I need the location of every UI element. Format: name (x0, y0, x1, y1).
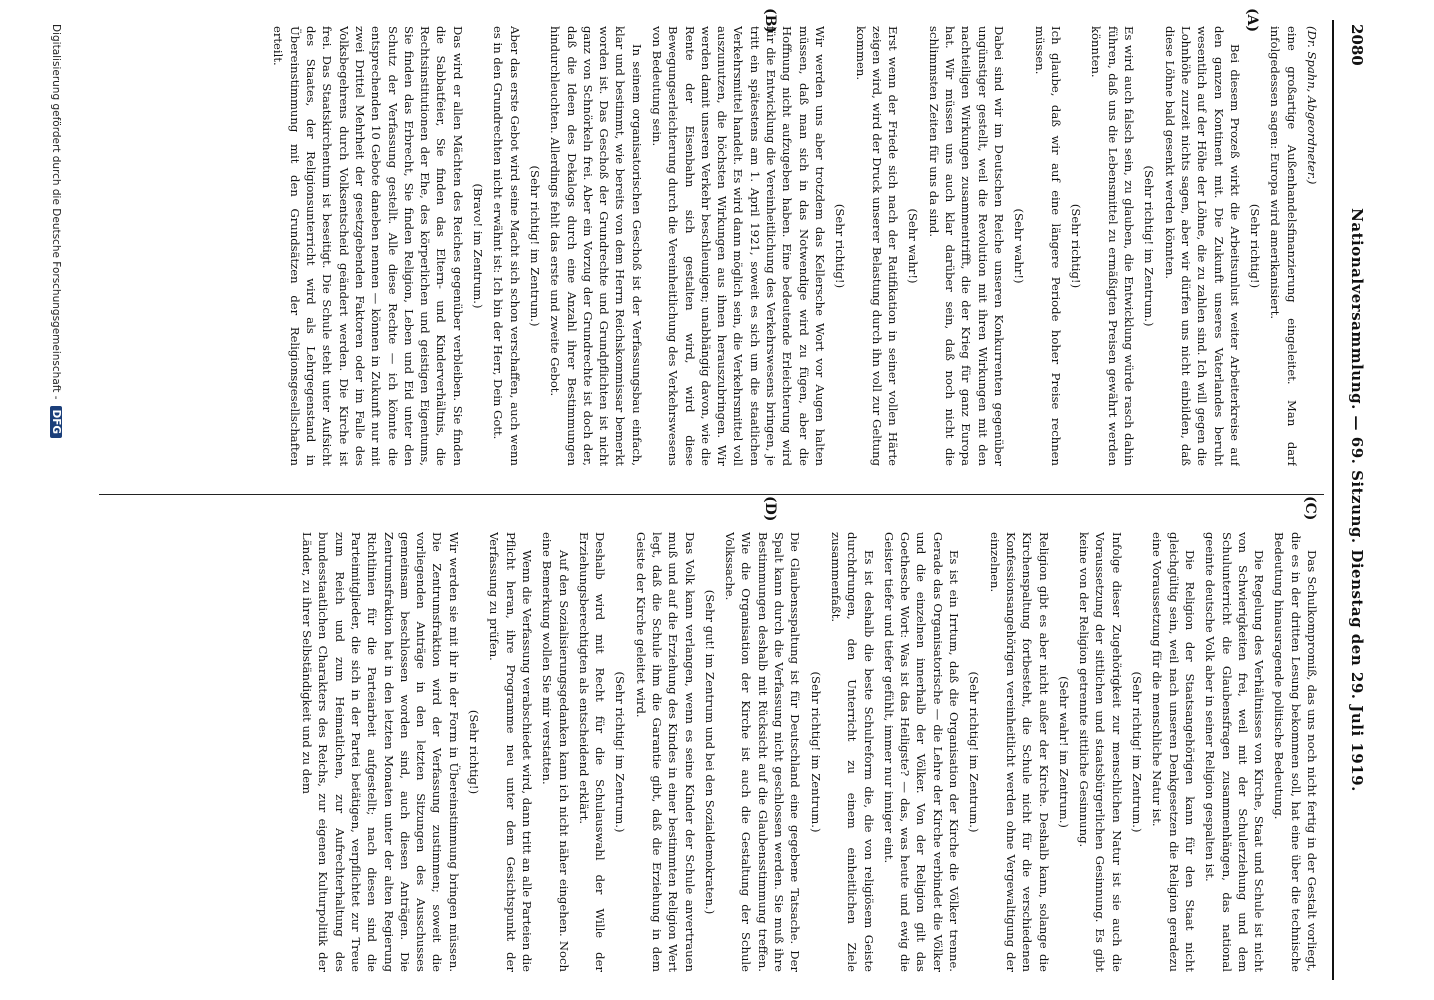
paragraph: Es ist ein Irrtum, daß die Organisation der Kirche die Völker trenne. Gerade das Organisatorische — die Lehre der Kirche verbindet die Völker und die einzelnen innerhalb der Völker. Von der Religion gilt das Goethesche Wort: Was ist das Heiligste? — das, was heute und ewig die Geister tiefer und tiefer gefühlt, immer nur inniger eint. (881, 532, 962, 972)
interjection: (Sehr richtig! im Zentrum.) (1130, 671, 1145, 833)
credit-text: Digitalisierung gefördert durch die Deutsche Forschungsgemeinschaft - (50, 24, 62, 400)
right-column (95, 532, 1320, 972)
interjection: (Sehr richtig! im Zentrum.) (613, 671, 628, 833)
speaker-line: (Dr. Spahn, Abgeordneter.) (1305, 26, 1319, 185)
paragraph: Infolge dieser Zugehörigkeit zur menschlichen Natur ist sie auch die Voraussetzung der sittlichen und staatsbürgerlichen Gesinnung. Es gibt keine von der Religion getrennte sittliche Gesinnung. (1077, 532, 1124, 972)
paragraph: Deshalb wird mit Recht für die Schulauswahl der Wille der Erziehungsberechtigten als entscheidend erklärt. (576, 532, 608, 972)
interjection: (Sehr wahr!) (906, 208, 921, 284)
paragraph: Die Regelung des Verhältnisses von Kirche, Staat und Schule ist nicht von Schwierigkeiten frei, weil mit der Schulerziehung und dem Schulunterricht die Glaubensfragen zusammenhängen, das national geeinte deutsche Volk aber in seiner Religion gespalten ist. (1203, 532, 1267, 972)
paragraph: Das Schulkompromiß, das uns noch nicht fertig in der Gestalt vorliegt, die es in der dritten Lesung bekommen soll, hat eine über die technische Bedeutung hinausragende politische Bedeutung. (1272, 532, 1319, 972)
paragraph: Die Religion der Staatsangehörigen kann für den Staat nicht gleichgültig sein, weil nach unseren Denkgesetzen die Religion geradezu eine Voraussetzung für die menschliche Natur ist. (1150, 532, 1197, 972)
interjection: (Sehr richtig!) (833, 203, 848, 289)
paragraph: Das Volk kann verlangen, wenn es seine Kinder der Schule anvertrauen muß und auf die Erziehung des Kindes in einer bestimmten Religion Wert legt, daß die Schule ihm die Garantie gibt, daß die Erziehung in dem Geiste der Kirche geleitet wird. (633, 532, 697, 972)
paragraph: Erst wenn der Friede sich nach der Ratifikation in seiner vollen Härte zeigen wird, wird der Druck unserer Belastung durch ihn voll zur Geltung kommen. (853, 26, 901, 466)
interjection: (Sehr richtig! im Zentrum.) (967, 671, 982, 833)
column-divider (99, 494, 1324, 495)
paragraph: Wir werden uns aber trotzdem das Kellersche Wort vor Augen halten müssen, daß man sich in das Notwendige wird zu fügen, aber die Hoffnung nicht aufzugeben haben. Eine bedeutende Erleichterung wird für die Entwicklung die Vereinheitlichung des Verkehrswesens bringen, je tritt ein spätestens am 1. April 1921, soweit es sich um die staatlichen Verkehrsmittel handelt. Es wird dann möglich sein, die Verkehrsmittel voll auszunutzen, die höchsten Wirkungen aus ihnen herauszubringen. Wir werden damit unseren Verkehr beschleunigen; unabhängig davon, wie die Rente der Eisenbahn sich gestalten wird, wird diese Bewegungserleichterung durch die Vereinheitlichung des Verkehrswesens von Bedeutung sein. (650, 26, 827, 466)
header-rule (1332, 20, 1334, 980)
interjection: (Sehr richtig! im Zentrum.) (1142, 165, 1157, 327)
document-page (88, 8, 1378, 980)
margin-letter-c: (C) (1302, 496, 1318, 521)
paragraph: eine großartige Außenhandelsfinanzierung eingeleitet. Man darf infolgedessen sagen: Europa wird amerikanisiert. (1268, 26, 1299, 466)
page-header (1334, 20, 1378, 980)
interjection: (Bravo! im Zentrum.) (471, 183, 486, 309)
paragraph: Es wird auch falsch sein, zu glauben, die Entwicklung würde rasch dahin führen, daß uns die Lebensmittel zu ermäßigten Preisen gewährt werden könnten. (1089, 26, 1137, 466)
paragraph: In seinem organisatorischen Geschoß ist der Verfassungsbau einfach, klar und bestimmt, wie bereits von dem Herrn Reichskommissar bemerkt worden ist. Das Geschoß der Grundrechte und Grundpflichten ist nicht ganz von Schnörkeln frei. Aber ein Vorzug der Grundrechte ist doch der, daß die Ideen des Dekalogs durch eine Anzahl ihrer Bestimmungen hindurchleuchten. Allerdings fehlt das erste und zweite Gebot. (548, 26, 644, 466)
paragraph: Wir werden sie mit ihr in der Form in Übereinstimmung bringen müssen. Die Zentrumsfraktion wird der Verfassung zustimmen; soweit die vorliegenden Anträge in den letzten Sitzungen des Ausschusses gemeinsam beschlossen worden sind, auch diesen Anträgen. Die Zentrumsfraktion hat in den letzten Monaten unter der alten Regierung Richtlinien für die Parteiarbeit aufgestellt; nach diesen sind die Parteimitglieder, die sich in der Partei betätigen, verpflichtet zur Treue zum Reich und zum Heimatlichen, zur Aufrechterhaltung des bundesstaatlichen Charakters des Reichs, zur eigenen Kulturpolitik der Länder, zu ihrer Selbständigkeit und zu dem (300, 532, 461, 972)
dfg-logo: DFG (50, 406, 62, 439)
interjection: (Sehr richtig!) (1069, 203, 1084, 289)
margin-letter-b: (B) (762, 8, 778, 34)
page-title: Nationalversammlung. — 69. Sitzung. Dienstag den 29. Juli 1919. (1348, 208, 1366, 792)
interjection: (Sehr richtig! im Zentrum.) (808, 671, 823, 833)
margin-letter-d: (D) (762, 496, 778, 522)
digitization-credit (50, 24, 62, 438)
paragraph: Das wird er allen Mächten des Reiches gegenüber verbleiben. Sie finden die Sabbatfeier, Sie finden das Eltern- und Kinderverhältnis, die Rechtsinstitutionen der Ehe, des körperlichen und geistigen Eigentums, Sie finden das Erbrecht, Sie finden Religion, Leben und Eid unter den Schutz der Verfassung gestellt. Alle diese Rechte — ich könnte die entsprechenden 10 Gebote daneben nennen — können in Zukunft nur mit zwei Drittel Mehrheit der gesetzgebenden Faktoren oder im Falle des Volksbegehrens durch Volksentscheid geändert werden. Die Kirche ist frei. Das Staatskirchentum ist beseitigt. Die Schule steht unter Aufsicht des Staates, der Religionsunterricht wird als Lehrgegenstand in Übereinstimmung mit den Grundsätzen der Religionsgesellschaften erteilt. (271, 26, 465, 466)
interjection: (Sehr richtig!) (1248, 203, 1263, 289)
left-column (95, 26, 1320, 466)
paragraph: Es ist deshalb die beste Schulreform die, die von religiösem Geiste durchdrungen, den Unterricht zu einem einheitlichen Ziele zusammenfaßt. (828, 532, 876, 972)
paragraph: Dabei sind wir im Deutschen Reiche unseren Konkurrenten gegenüber ungünstiger gestellt, weil die Revolution mit ihren Wirkungen mit den nachteiligen Wirkungen zusammentrifft, die der Krieg für ganz Europa hat. Wir müssen uns auch klar darüber sein, daß noch nicht die schlimmsten Zeiten für uns da sind. (926, 26, 1006, 466)
paragraph: Wenn die Verfassung verabschiedet wird, dann tritt an alle Parteien die Pflicht heran, ihre Programme neu unter dem Gesichtspunkt der Verfassung zu prüfen. (487, 532, 534, 972)
paragraph: Aber das erste Gebot wird seine Macht sich schon verschaffen, auch wenn es in den Grundrechten nicht erwähnt ist: Ich bin der Herr, Dein Gott. (491, 26, 522, 466)
interjection: (Sehr richtig! im Zentrum.) (527, 165, 542, 327)
interjection: (Sehr wahr!) (1012, 208, 1027, 284)
paragraph: Ich glaube, daß wir auf eine längere Periode hoher Preise rechnen müssen. (1032, 26, 1063, 466)
paragraph: Die Glaubensspaltung ist für Deutschland eine gegebene Tatsache. Der Spalt kann durch die Verfassung nicht geschlossen werden. Sie muß ihre Bestimmungen deshalb mit Rücksicht auf die Glaubensstimmung treffen. Wie die Organisation der Kirche ist auch die Gestaltung der Schule Volkssache. (723, 532, 803, 972)
interjection: (Sehr richtig!) (467, 709, 482, 795)
paragraph: Bei diesem Prozeß wirkt die Arbeitsunlust weiter Arbeiterkreise auf den ganzen Kontinent mit. Die Zukunft unseres Vaterlandes beruht wesentlich auf der Höhe der Löhne, die zu zahlen sind. Ich will gegen die Lohnhöhe zurzeit nichts sagen, aber wir dürfen uns nicht einbilden, daß diese Löhne bald gesenkt werden könnten. (1162, 26, 1242, 466)
paragraph: Auf den Sozialisierungsgedanken kann ich nicht näher eingehen. Noch eine Bemerkung wollen Sie mir verstatten. (540, 532, 571, 972)
interjection: (Sehr gut! im Zentrum und bei den Sozialdemokraten.) (702, 589, 717, 915)
page-number: 2080 (1348, 24, 1366, 66)
paragraph: Religion gibt es aber nicht außer der Kirche. Deshalb kann, solange die Kirchenspaltung fortbesteht, die Schule nicht für die verschiedenen Konfessionsangehörigen vereinheitlicht werden ohne Vergewaltigung der einzelnen. (987, 532, 1051, 972)
interjection: (Sehr wahr! im Zentrum.) (1056, 676, 1071, 828)
margin-letter-a: (A) (1244, 8, 1260, 33)
